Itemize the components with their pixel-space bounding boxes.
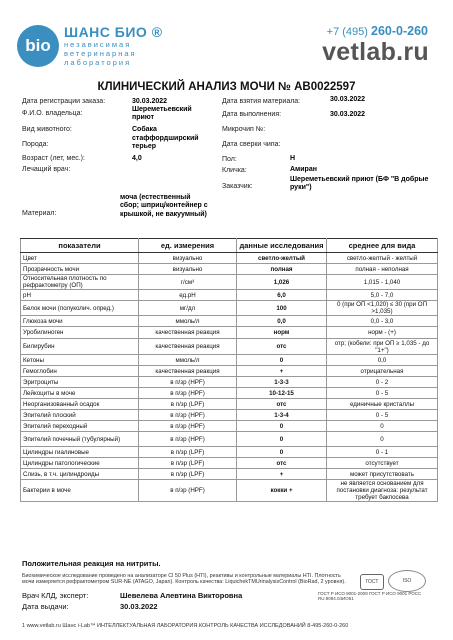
sex-value: Н [290, 155, 296, 162]
reference-cell: светло-желтый - желтый [327, 253, 438, 264]
brand-block [64, 24, 163, 67]
site-url: vetlab.ru [322, 38, 429, 66]
phone-number: +7 (495) 260-0-260 [326, 24, 428, 38]
result-cell: отс [237, 458, 327, 469]
chip-check-label: Дата сверки чипа: [222, 141, 281, 148]
unit-cell: в п/зр (HPF) [139, 377, 237, 388]
param-cell: Бактерии в моче [21, 480, 139, 502]
owner-label: Ф.И.О. владельца: [22, 110, 83, 117]
table-row [21, 388, 438, 399]
table-row [21, 366, 438, 377]
param-cell: Уробилиноген [21, 327, 139, 339]
pet-name-value: Амиран [290, 166, 317, 173]
table-row [21, 458, 438, 469]
param-cell: Лейкоциты в моче [21, 388, 139, 399]
unit-cell: г/см³ [139, 275, 237, 290]
unit-cell: в п/зр (HPF) [139, 388, 237, 399]
param-cell: Эритроциты [21, 377, 139, 388]
table-body [21, 253, 438, 502]
sample-date-label: Дата взятия материала: [222, 98, 301, 105]
brand-sub-line-1: независимая [64, 40, 132, 49]
unit-cell: в п/зр (LPF) [139, 469, 237, 480]
unit-cell: ммоль/л [139, 355, 237, 366]
brand-name: ШАНС БИО ® [64, 24, 163, 40]
doctor-sign-name: Шевелева Алевтина Викторовна [120, 591, 243, 600]
unit-cell: в п/зр (HPF) [139, 480, 237, 502]
report-title: КЛИНИЧЕСКИЙ АНАЛИЗ МОЧИ № AB0022597 [97, 81, 356, 93]
unit-cell: в п/зр (HPF) [139, 410, 237, 421]
reference-cell: не является основанием для постановки диагноза: результат требует бакпосева [327, 480, 438, 502]
sample-date-value: 30.03.2022 [330, 96, 366, 103]
done-date-label: Дата выполнения: [222, 111, 282, 118]
table-row [21, 421, 438, 432]
result-cell: отс [237, 399, 327, 410]
result-cell: 6,0 [237, 290, 327, 301]
col-header-parameter: показатели [21, 239, 139, 253]
result-cell: 0 [237, 355, 327, 366]
material-label: Материал: [22, 210, 57, 217]
reference-cell: 0 (при ОП <1,020) ≤ 30 (при ОП >1,035) [327, 301, 438, 316]
bio-logo: bio [17, 25, 59, 67]
brand-sub-line-2: ветеринарная [64, 49, 137, 58]
gost-stamp: ГОСТ [360, 574, 384, 590]
issue-date-label: Дата выдачи: [22, 602, 69, 611]
unit-cell: визуально [139, 253, 237, 264]
unit-cell: визуально [139, 264, 237, 275]
result-cell: отс [237, 339, 327, 355]
result-cell: 1-3-3 [237, 377, 327, 388]
owner-value: Шереметьевский приют [132, 106, 192, 122]
result-cell: 0 [237, 432, 327, 447]
age-value: 4,0 [132, 155, 142, 162]
table-row [21, 377, 438, 388]
param-cell: Слизь, в т.ч. цилиндроиды [21, 469, 139, 480]
unit-cell: в п/зр (LPF) [139, 399, 237, 410]
doctor-sign-label: Врач КЛД, эксперт: [22, 591, 89, 600]
table-row [21, 339, 438, 355]
table-row [21, 480, 438, 502]
reference-cell: единичные кристаллы [327, 399, 438, 410]
reference-cell: полная - неполная [327, 264, 438, 275]
result-cell: 100 [237, 301, 327, 316]
table-row [21, 399, 438, 410]
result-cell: полная [237, 264, 327, 275]
issue-date-value: 30.03.2022 [120, 602, 158, 611]
table-header-row [21, 239, 438, 253]
table-row [21, 275, 438, 290]
material-value: моча (естественный сбор; шприц/контейнер с крышкой, не вакуумный) [120, 194, 208, 218]
table-row [21, 253, 438, 264]
param-cell: Кетоны [21, 355, 139, 366]
param-cell: Цилиндры гиалиновые [21, 447, 139, 458]
reference-cell: может присутствовать [327, 469, 438, 480]
reference-cell: 0 - 2 [327, 377, 438, 388]
iso-stamp: ISO [388, 570, 426, 592]
table-row [21, 290, 438, 301]
brand-sub-line-3: лаборатория [64, 58, 132, 67]
param-cell: Белок мочи (полуколич. опред.) [21, 301, 139, 316]
reference-cell: 5,0 - 7,0 [327, 290, 438, 301]
result-cell: 0 [237, 421, 327, 432]
sex-label: Пол: [222, 156, 237, 163]
param-cell: Цилиндры патологические [21, 458, 139, 469]
table-row [21, 264, 438, 275]
reg-date-label: Дата регистрации заказа: [22, 98, 106, 105]
param-cell: Билирубин [21, 339, 139, 355]
result-cell: светло-желтый [237, 253, 327, 264]
doctor-label: Лечащий врач: [22, 166, 71, 173]
pet-name-label: Кличка: [222, 167, 247, 174]
table-row [21, 447, 438, 458]
result-cell: норм [237, 327, 327, 339]
param-cell: Относительная плотность по рефрактометру (ОП) [21, 275, 139, 290]
done-date-value: 30.03.2022 [330, 111, 366, 118]
param-cell: Гемоглобин [21, 366, 139, 377]
param-cell: Неорганизованный осадок [21, 399, 139, 410]
unit-cell: в п/зр (HPF) [139, 421, 237, 432]
reference-cell: отрицательная [327, 366, 438, 377]
reference-cell: 0,0 - 3,0 [327, 316, 438, 327]
reference-cell: 0 - 1 [327, 447, 438, 458]
table-row [21, 316, 438, 327]
age-label: Возраст (лет, мес.): [22, 155, 85, 162]
reference-cell: 1,015 - 1,040 [327, 275, 438, 290]
unit-cell: в п/зр (LPF) [139, 447, 237, 458]
unit-cell: ед.pH [139, 290, 237, 301]
reference-cell: отсутствует [327, 458, 438, 469]
unit-cell: в п/зр (HPF) [139, 432, 237, 447]
chip-label: Микрочип №: [222, 126, 266, 133]
param-cell: pH [21, 290, 139, 301]
breed-value: стаффордширский терьер [132, 135, 199, 151]
reference-cell: норм - (+) [327, 327, 438, 339]
unit-cell: мг/дл [139, 301, 237, 316]
result-cell: 0,0 [237, 316, 327, 327]
reference-cell: 0 - 5 [327, 410, 438, 421]
reg-date-value: 30.03.2022 [132, 98, 168, 105]
reference-cell: отр; (кобели: при ОП ≥ 1,035 - до "1+") [327, 339, 438, 355]
param-cell: Цвет [21, 253, 139, 264]
table-row [21, 327, 438, 339]
method-note: Биохимическое исследование проведено на анализаторе Cl 50 Plus (НТI), реактивы и контрольные материалы HTI. Плотность мочи измеряется рефрактометром SUR-NE (ATAGO, Japan). Контроль качества: LiquichekTMUrinalysisControl (BioRad, 2 уровня). [22, 573, 346, 586]
table-row [21, 355, 438, 366]
result-cell: кокки + [237, 480, 327, 502]
unit-cell: качественная реакция [139, 366, 237, 377]
unit-cell: в п/зр (LPF) [139, 458, 237, 469]
param-cell: Прозрачность мочи [21, 264, 139, 275]
unit-cell: качественная реакция [139, 327, 237, 339]
species-value: Собака [132, 126, 157, 133]
param-cell: Эпителий переходный [21, 421, 139, 432]
result-cell: + [237, 469, 327, 480]
page-footer: 1 www.vetlab.ru Шанс i-Lab™ ИНТЕЛЛЕКТУАЛЬНАЯ ЛАБОРАТОРИЯ КОНТРОЛЬ КАЧЕСТВА ИССЛЕДОВАНИЙ 8-495-260-0-260 [22, 623, 349, 629]
conclusion: Положительная реакция на нитриты. [22, 559, 161, 568]
col-header-unit: ед. измерения [139, 239, 237, 253]
result-cell: 1-3-4 [237, 410, 327, 421]
unit-cell: ммоль/л [139, 316, 237, 327]
param-cell: Глюкоза мочи [21, 316, 139, 327]
results-table [20, 238, 438, 502]
customer-value: Шереметьевский приют (БФ "В добрые руки") [290, 176, 429, 192]
result-cell: + [237, 366, 327, 377]
result-cell: 0 [237, 447, 327, 458]
reference-cell: 0 - 5 [327, 388, 438, 399]
col-header-result: данные исследования [237, 239, 327, 253]
species-label: Вид животного: [22, 126, 72, 133]
gost-text: ГОСТ Р ИСО 9001-2008 ГОСТ Р ИСО 9001 РОСС RU.9094.04ИО51 [318, 591, 422, 601]
table-row [21, 469, 438, 480]
col-header-reference: среднее для вида [327, 239, 438, 253]
table-row [21, 432, 438, 447]
result-cell: 10-12-15 [237, 388, 327, 399]
param-cell: Эпителий почечный (тубулярный) [21, 432, 139, 447]
result-cell: 1,026 [237, 275, 327, 290]
customer-label: Заказчик: [222, 183, 253, 190]
table-row [21, 410, 438, 421]
reference-cell: 0 [327, 432, 438, 447]
reference-cell: 0 [327, 421, 438, 432]
unit-cell: качественная реакция [139, 339, 237, 355]
breed-label: Порода: [22, 141, 49, 148]
reference-cell: 0,0 [327, 355, 438, 366]
param-cell: Эпителий плоский [21, 410, 139, 421]
table-row [21, 301, 438, 316]
